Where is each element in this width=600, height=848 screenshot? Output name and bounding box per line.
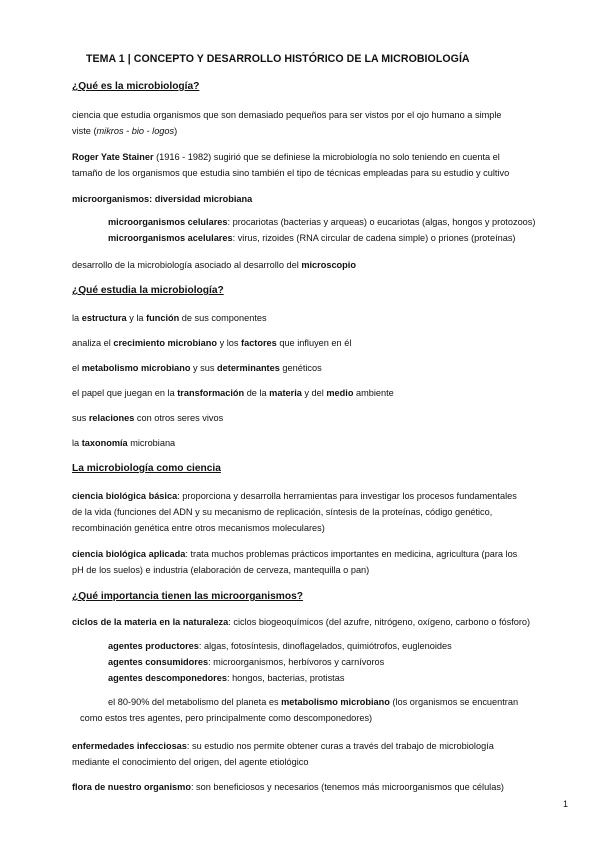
list-item <box>108 638 452 654</box>
text: : virus, rizoides (RNA circular de cadena simple) o priones (proteínas) <box>232 233 516 243</box>
term: microorganismos acelulares <box>108 233 233 243</box>
text: desarrollo de la microbiología asociado al desarrollo del <box>72 260 302 270</box>
term: flora de nuestro organismo <box>72 782 191 792</box>
text: (los organismos se encuentran <box>389 697 519 707</box>
text: : procariotas (bacterias y arqueas) o eucariotas (algas, hongos y protozoos) <box>227 217 536 227</box>
text: viste ( <box>72 126 97 136</box>
text: el papel que juegan en la <box>72 388 178 398</box>
paragraph-aplicada <box>72 546 517 578</box>
list-item <box>72 385 394 401</box>
term: crecimiento microbiano <box>113 338 218 348</box>
paragraph-flora <box>72 779 504 795</box>
text: microbiana <box>127 438 176 448</box>
text: genéticos <box>279 363 322 373</box>
term: función <box>146 313 180 323</box>
etymology: mikros - bio - logos <box>96 126 175 136</box>
text: y del <box>301 388 327 398</box>
term: ciencia biológica básica <box>72 491 178 501</box>
list-item <box>72 410 223 426</box>
term: ciclos de la materia en la naturaleza <box>72 617 229 627</box>
person-name: Roger Yate Stainer <box>72 152 154 162</box>
text: el 80-90% del metabolismo del planeta es <box>108 697 282 707</box>
paragraph-metabolismo <box>108 694 518 710</box>
term: taxonomía <box>81 438 128 448</box>
list-tipos <box>108 214 535 246</box>
text: : trata muchos problemas prácticos importantes en medicina, agricultura (para los <box>185 549 518 559</box>
line: de la vida (funciones del ADN y su mecanismo de replicación, síntesis de la proteínas, código genético, <box>72 507 493 517</box>
text: la <box>72 438 82 448</box>
page-number: 1 <box>563 799 569 809</box>
term: ciencia biológica aplicada <box>72 549 186 559</box>
text: y sus <box>190 363 218 373</box>
term: microorganismos celulares <box>108 217 228 227</box>
list-item <box>72 310 267 326</box>
paragraph-basica <box>72 488 517 536</box>
text: : ciclos biogeoquímicos (del azufre, nitrógeno, oxígeno, carbono o fósforo) <box>228 617 531 627</box>
list-item <box>108 214 535 230</box>
text: ) <box>174 126 178 136</box>
term: determinantes <box>217 363 280 373</box>
line: ciencia que estudia organismos que son demasiado pequeños para ser vistos por el ojo humano a simple <box>72 110 502 120</box>
term: agentes productores <box>108 641 199 651</box>
term: metabolismo microbiano <box>281 697 390 707</box>
term: medio <box>326 388 354 398</box>
list-item <box>108 670 452 686</box>
text: de sus componentes <box>179 313 267 323</box>
heading-ciencia: La microbiología como ciencia <box>72 463 221 474</box>
term: transformación <box>177 388 245 398</box>
heading-que-estudia: ¿Qué estudia la microbiología? <box>72 285 224 296</box>
list-item <box>108 230 535 246</box>
text: y los <box>217 338 242 348</box>
line: recombinación genética entre otros mecanismos moleculares) <box>72 523 325 533</box>
term: metabolismo microbiano <box>81 363 191 373</box>
paragraph-definicion <box>72 107 502 139</box>
heading-que-es: ¿Qué es la microbiología? <box>72 81 200 92</box>
term: enfermedades infecciosas <box>72 741 187 751</box>
line: mediante el conocimiento del origen, del agente etiológico <box>72 757 309 767</box>
heading-importancia: ¿Qué importancia tienen las microorganismos? <box>72 591 303 602</box>
line: pH de los suelos) e industria (elaboración de cerveza, mantequilla o pan) <box>72 565 370 575</box>
text: : son beneficiosos y necesarios (tenemos más microorganismos que células) <box>190 782 504 792</box>
paragraph-ciclos <box>72 614 530 630</box>
list-item <box>108 654 452 670</box>
line <box>72 738 494 754</box>
term: factores <box>241 338 277 348</box>
text: analiza el <box>72 338 114 348</box>
line: como estos tres agentes, pero principalmente como descomponedores) <box>80 713 373 723</box>
list-item <box>72 435 175 451</box>
text: de la <box>244 388 270 398</box>
line <box>72 123 502 139</box>
text: el <box>72 363 82 373</box>
text: sus <box>72 413 89 423</box>
term: agentes descomponedores <box>108 673 227 683</box>
text: : algas, fotosíntesis, dinoflagelados, quimiótrofos, euglenoides <box>198 641 452 651</box>
text: ambiente <box>353 388 394 398</box>
line: tamaño de los organismos que estudia sino también el tipo de técnicas empleadas para su estudio y cultivo <box>72 168 510 178</box>
term: materia <box>269 388 302 398</box>
paragraph-microscopio <box>72 257 356 273</box>
line <box>108 694 518 710</box>
text: : hongos, bacterias, protistas <box>226 673 345 683</box>
list-item <box>72 360 322 376</box>
text: : proporciona y desarrolla herramientas para investigar los procesos fundamentales <box>177 491 517 501</box>
paragraph-stainer <box>72 149 509 181</box>
text: que influyen en él <box>276 338 352 348</box>
document-title: TEMA 1 | CONCEPTO Y DESARROLLO HISTÓRICO DE LA MICROBIOLOGÍA <box>86 53 470 65</box>
list-agentes <box>108 638 452 686</box>
paragraph-enfermedades <box>72 738 494 770</box>
list-item <box>72 335 351 351</box>
line <box>72 149 509 165</box>
text: la <box>72 313 82 323</box>
term: agentes consumidores <box>108 657 209 667</box>
term: estructura <box>81 313 127 323</box>
line <box>72 488 517 504</box>
text: (1916 - 1982) sugirió que se definiese la microbiología no solo teniendo en cuenta el <box>153 152 500 162</box>
term: relaciones <box>88 413 135 423</box>
text: : su estudio nos permite obtener curas a través del trabajo de microbiología <box>186 741 494 751</box>
term: microscopio <box>301 260 356 270</box>
text: : microorganismos, herbívoros y carnívoros <box>208 657 385 667</box>
text: con otros seres vivos <box>134 413 224 423</box>
text: y la <box>126 313 147 323</box>
line <box>72 546 517 562</box>
paragraph-diversidad: microorganismos: diversidad microbiana <box>72 194 253 204</box>
